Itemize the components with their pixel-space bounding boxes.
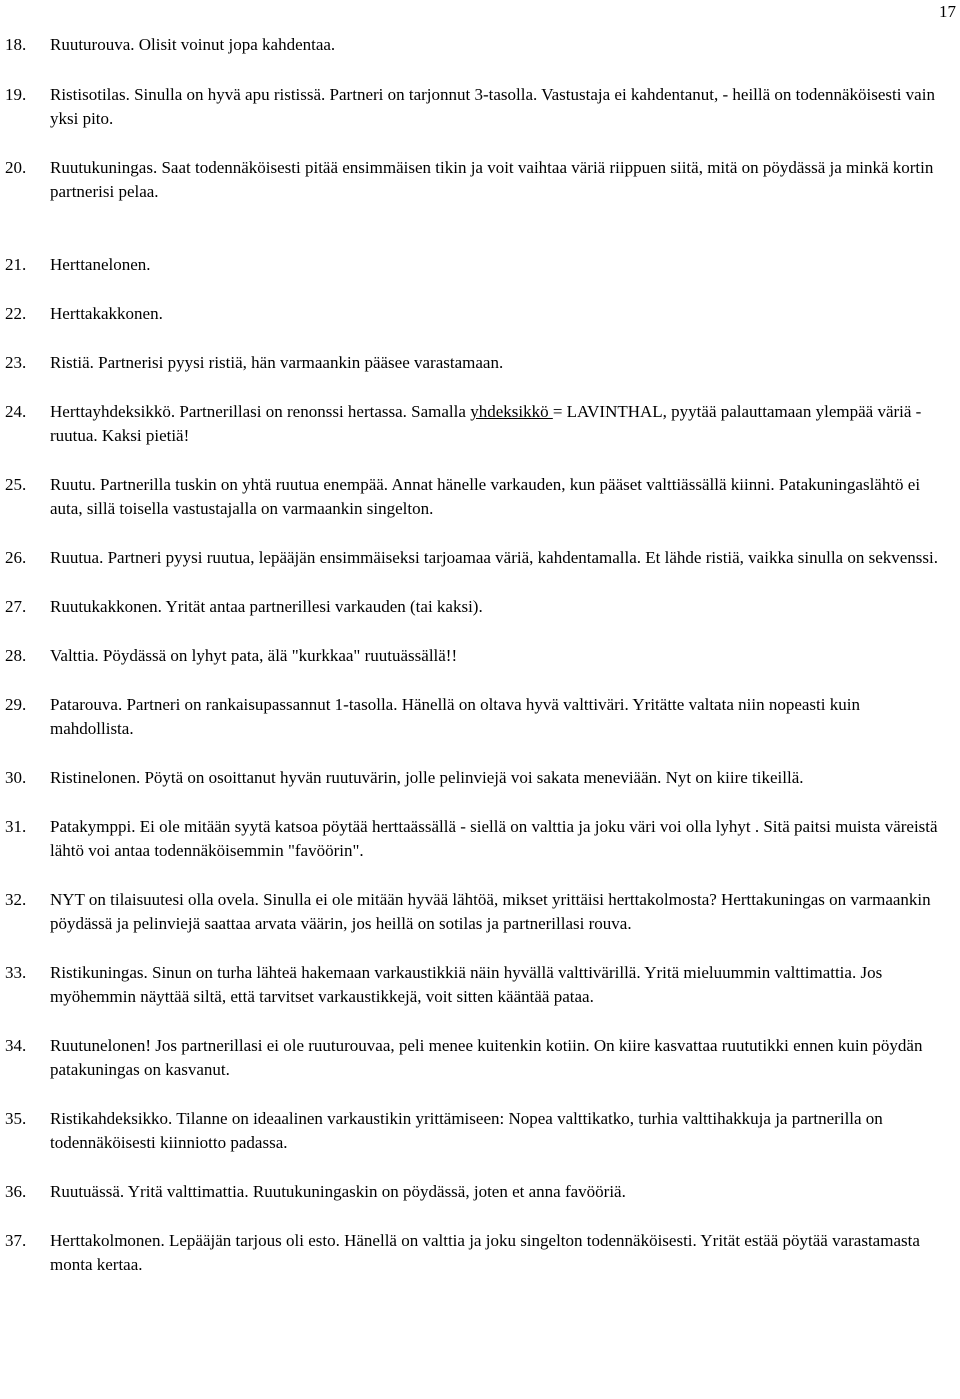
- item-text: Ruutua. Partneri pyysi ruutua, lepääjän ensimmäiseksi tarjoamaa väriä, kahdentamalla. Et lähde ristiä, vaikka sinulla on sekvenssi.: [50, 548, 938, 567]
- item-number: 30.: [5, 768, 27, 787]
- list-item: [0, 1107, 960, 1155]
- item-text: Ristinelonen. Pöytä on osoittanut hyvän ruutuvärin, jolle pelinviejä voi sakata meneviään. Nyt on kiire tikeillä.: [50, 768, 804, 787]
- item-text: Herttanelonen.: [50, 255, 151, 274]
- list-item: [0, 766, 960, 790]
- list-item: [0, 1180, 960, 1204]
- item-text: Patarouva. Partneri on rankaisupassannut 1-tasolla. Hänellä on oltava hyvä valttiväri. Yritätte valtata niin nopeasti kuin mahdollista.: [50, 695, 860, 738]
- item-text: Valttia. Pöydässä on lyhyt pata, älä "kurkkaa" ruutuässällä!!: [50, 646, 458, 665]
- item-text: Ruutukakkonen. Yrität antaa partnerillesi varkauden (tai kaksi).: [50, 597, 483, 616]
- item-number: 31.: [5, 817, 27, 836]
- item-number: 18.: [5, 35, 27, 54]
- list-item: [0, 473, 960, 521]
- item-number: 20.: [5, 158, 27, 177]
- item-number: 29.: [5, 695, 27, 714]
- list-item: [0, 253, 960, 277]
- item-text: Ristiä. Partnerisi pyysi ristiä, hän varmaankin pääsee varastamaan.: [50, 353, 504, 372]
- item-text: Ruutu. Partnerilla tuskin on yhtä ruutua enempää. Annat hänelle varkauden, kun pääset valttiässällä kiinni. Patakuningaslähtö ei auta, sillä toisella vastustajalla on varmaankin singelton.: [50, 475, 921, 518]
- page-number: 17: [939, 2, 956, 21]
- list-item: [0, 644, 960, 668]
- list-item: [0, 888, 960, 936]
- item-number: 32.: [5, 890, 27, 909]
- list-item: [0, 400, 960, 448]
- item-text: Ristikahdeksikko. Tilanne on ideaalinen varkaustikin yrittämiseen: Nopea valttikatko, turhia valttihakkuja ja partnerilla on todennäköisesti kiinniotto padassa.: [50, 1109, 883, 1152]
- item-number: 35.: [5, 1109, 27, 1128]
- item-text: Ruuturouva. Olisit voinut jopa kahdentaa.: [50, 35, 336, 54]
- item-number: 22.: [5, 304, 27, 323]
- list-item: [0, 33, 960, 57]
- item-text: Ristisotilas. Sinulla on hyvä apu ristissä. Partneri on tarjonnut 3-tasolla. Vastustaja ei kahdentanut, - heillä on todennäköisesti vain yksi pito.: [50, 85, 935, 128]
- item-number: 23.: [5, 353, 27, 372]
- list-item: [0, 1034, 960, 1082]
- item-text: Patakymppi. Ei ole mitään syytä katsoa pöytää herttaässällä - siellä on valttia ja joku väri voi olla lyhyt . Sitä paitsi muista väreistä lähtö voi antaa todennäköisemmin "favöörin".: [50, 817, 938, 860]
- item-number: 26.: [5, 548, 27, 567]
- item-number: 25.: [5, 475, 27, 494]
- list-item: [0, 83, 960, 131]
- item-number: 19.: [5, 85, 27, 104]
- list-item: [0, 693, 960, 741]
- item-number: 24.: [5, 402, 27, 421]
- item-text: [50, 400, 946, 448]
- item-text: NYT on tilaisuutesi olla ovela. Sinulla ei ole mitään hyvää lähtöä, mikset yrittäisi herttakolmosta? Herttakuningas on varmaankin pöydässä ja pelinviejä saattaa arvata väärin, jos heillä on sotilas ja partnerillasi rouva.: [50, 890, 931, 933]
- item-text: Ristikuningas. Sinun on turha lähteä hakemaan varkaustikkiä näin hyvällä valttivärillä. Yritä mieluummin valttimattia. Jos myöhemmin näyttää siltä, että tarvitset varkaustikkejä, voit sitten kääntää pataa.: [50, 963, 883, 1006]
- item-text: Ruutuässä. Yritä valttimattia. Ruutukuningaskin on pöydässä, joten et anna favööriä.: [50, 1182, 626, 1201]
- list-item: [0, 302, 960, 326]
- list-item: [0, 815, 960, 863]
- item-number: 21.: [5, 255, 27, 274]
- item-number: 37.: [5, 1231, 27, 1250]
- list-item: [0, 1229, 960, 1277]
- answer-list: [0, 33, 960, 1277]
- item-number: 27.: [5, 597, 27, 616]
- list-item: [0, 546, 960, 570]
- item-text: Herttakolmonen. Lepääjän tarjous oli esto. Hänellä on valttia ja joku singelton todennäköisesti. Yrität estää pöytää varastamasta monta kertaa.: [50, 1231, 920, 1274]
- item-text: Ruutunelonen! Jos partnerillasi ei ole ruuturouvaa, peli menee kuitenkin kotiin. On kiire kasvattaa ruututikki ennen kuin pöydän patakuningas on kasvanut.: [50, 1036, 923, 1079]
- list-item: [0, 595, 960, 619]
- item-number: 36.: [5, 1182, 27, 1201]
- list-item: [0, 156, 960, 204]
- item-number: 33.: [5, 963, 27, 982]
- item-text-after: = LAVINTHAL, pyytää palauttamaan ylempää väriä - ruutua. Kaksi pietiä!: [50, 402, 922, 445]
- item-text-before: Herttayhdeksikkö. Partnerillasi on renonssi hertassa. Samalla: [50, 402, 471, 421]
- list-item: [0, 351, 960, 375]
- item-number: 28.: [5, 646, 27, 665]
- item-text: Herttakakkonen.: [50, 304, 163, 323]
- item-text: Ruutukuningas. Saat todennäköisesti pitää ensimmäisen tikin ja voit vaihtaa väriä riippuen siitä, mitä on pöydässä ja minkä kortin partnerisi pelaa.: [50, 158, 934, 201]
- list-item: [0, 961, 960, 1009]
- item-number: 34.: [5, 1036, 27, 1055]
- underlined-word: yhdeksikkö: [470, 402, 553, 421]
